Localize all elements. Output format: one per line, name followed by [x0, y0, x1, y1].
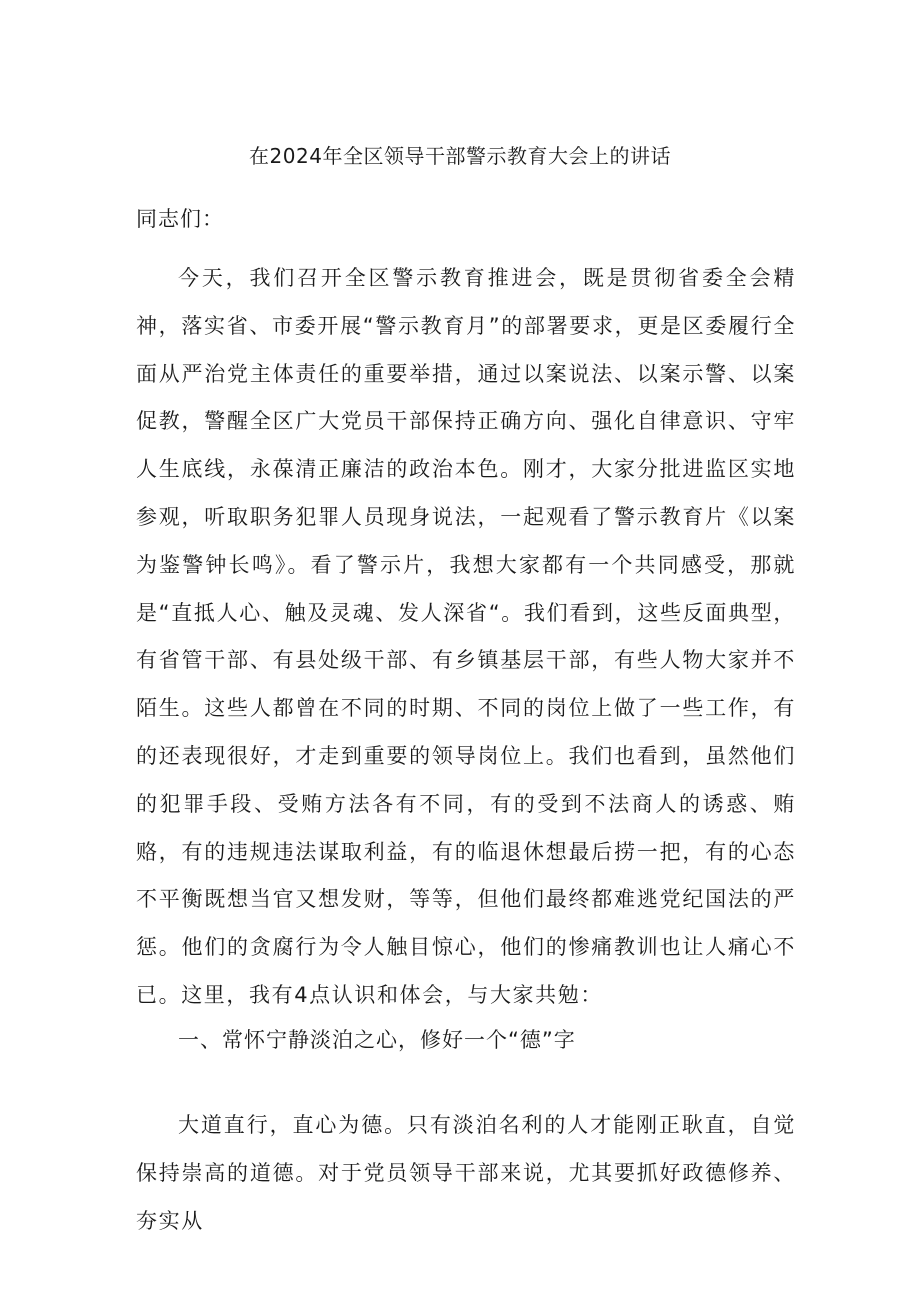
paragraph-section-1: 大道直行，直心为德。只有淡泊名利的人才能刚正耿直，自觉保持崇高的道德。对于党员领导干部来说，尤其要抓好政德修养、夯实从: [136, 1113, 796, 1233]
salutation: 同志们：: [136, 207, 224, 231]
paragraph-opening: 今天，我们召开全区警示教育推进会，既是贯彻省委全会精神，落实省、市委开展“警示教育月”的部署要求，更是区委履行全面从严治党主体责任的重要举措，通过以案说法、以案示警、以案促教，警醒全区广大党员干部保持正确方向、强化自律意识、守牢人生底线，永葆清正廉洁的政治本色。刚才，大家分批进监区实地参观，听取职务犯罪人员现身说法，一起观看了警示教育片《以案为鉴警钟长鸣》。看了警示片，我想大家都有一个共同感受，那就是“直抵人心、触及灵魂、发人深省“。我们看到，这些反面典型，有省管干部、有县处级干部、有乡镇基层干部，有些人物大家并不陌生。这些人都曾在不同的时期、不同的岗位上做了一些工作，有的还表现很好，才走到重要的领导岗位上。我们也看到，虽然他们的犯罪手段、受贿方法各有不同，有的受到不法商人的诱惑、贿赂，有的违规违法谋取利益，有的临退休想最后捞一把，有的心态不平衡既想当官又想发财，等等，但他们最终都难逃党纪国法的严惩。他们的贪腐行为令人触目惊心，他们的惨痛教训也让人痛心不已。这里，我有4点认识和体会，与大家共勉：: [136, 266, 796, 1007]
section-heading-1: 一、常怀宁静淡泊之心，修好一个“德”字: [178, 1028, 576, 1052]
document-title: 在2024年全区领导干部警示教育大会上的讲话: [249, 144, 671, 168]
